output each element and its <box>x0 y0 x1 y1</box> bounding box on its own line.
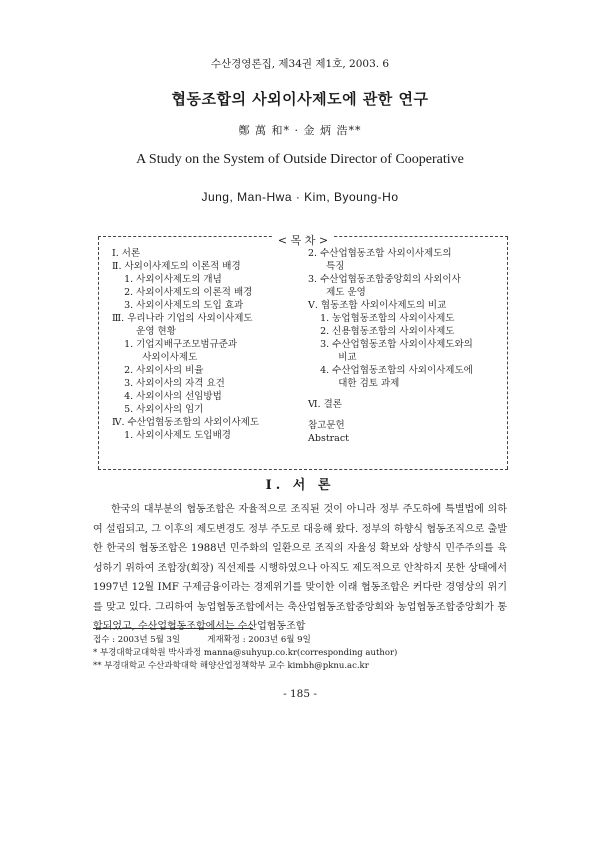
toc-item: 제도 운영 <box>308 287 366 298</box>
toc-item <box>308 411 498 419</box>
journal-header: 수산경영론집, 제34권 제1호, 2003. 6 <box>210 58 390 70</box>
toc-item: Ⅴ. 협동조합 사외이사제도의 비교 <box>308 300 447 311</box>
toc-item: Ⅵ. 결론 <box>308 399 342 410</box>
toc-item: 참고문헌 <box>308 420 345 431</box>
toc-item: 대한 검토 과제 <box>308 378 400 389</box>
toc-item: 3. 사외이사의 자격 요건 <box>112 378 225 389</box>
toc-right-column <box>308 247 498 445</box>
toc-item: 비교 <box>308 352 357 363</box>
toc-item <box>308 390 498 398</box>
footnote-line: 접수 : 2003년 5월 3일 게재확정 : 2003년 6월 9일 <box>93 635 311 645</box>
toc-item: 1. 기업지배구조모범규준과 <box>112 339 238 350</box>
toc-item: 사외이사제도 <box>112 352 198 363</box>
intro-paragraph: 한국의 대부분의 협동조합은 자율적으로 조직된 것이 아니라 정부 주도하에 특별법에 의하여 설립되고, 그 이후의 제도변경도 정부 주도로 대응해 왔다. 정부의 하향식 협동조직으로 출발한 한국의 협동조합은 1988년 민주화의 일환으로 조직의 자율성 확보와 상향식 민주주의를 육성하기 위하여 조합장(회장) 직선제를 시행하였으나 아직도 제도적으로 안착하지 못한 상태에서 1997년 12월 IMF 구제금융이라는 경제위기를 맞이한 이래 협동조합은 커다란 경영상의 위기를 맞고 있다. 그리하여 농업협동조합에서는 축산업협동조합중앙회와 농업협동조합중앙회가 통합되었고, 수산업협동조합에서는 수산업협동조합 <box>93 504 507 632</box>
title-korean: 협동조합의 사외이사제도에 관한 연구 <box>171 90 429 108</box>
title-english: A Study on the System of Outside Director of Cooperative <box>136 152 464 167</box>
toc-item: 2. 신용협동조합의 사외이사제도 <box>308 326 455 337</box>
toc-item: 3. 수산업협동조합 사외이사제도와의 <box>308 339 473 350</box>
table-of-contents <box>98 236 508 470</box>
footnote-line: ** 부경대학교 수산과학대학 해양산업정책학부 교수 kimbh@pknu.ac.kr <box>93 661 369 671</box>
toc-item: 2. 수산업협동조합 사외이사제도의 <box>308 248 452 259</box>
page-number: - 185 - <box>283 688 317 700</box>
toc-item: 4. 사외이사의 선임방법 <box>112 391 222 402</box>
toc-item: Ⅳ. 수산업협동조합의 사외이사제도 <box>112 417 260 428</box>
footnote-divider <box>93 628 253 629</box>
body-text <box>93 500 507 637</box>
toc-item: Abstract <box>308 433 349 444</box>
toc-item: 5. 사외이사의 임기 <box>112 404 204 415</box>
toc-item: 운영 현황 <box>112 326 176 337</box>
toc-item: 1. 사외이사제도 도입배경 <box>112 430 231 441</box>
toc-item: Ⅱ. 사외이사제도의 이론적 배경 <box>112 261 241 272</box>
toc-item: 3. 사외이사제도의 도입 효과 <box>112 300 244 311</box>
toc-item: 2. 사외이사제도의 이론적 배경 <box>112 287 253 298</box>
toc-item: 3. 수산업협동조합중앙회의 사외이사 <box>308 274 461 285</box>
toc-item: 특징 <box>308 261 345 272</box>
toc-item: Ⅲ. 우리나라 기업의 사외이사제도 <box>112 313 253 324</box>
toc-item: 4. 수산업협동조합의 사외이사제도에 <box>308 365 473 376</box>
section-heading: Ⅰ. 서 론 <box>265 478 335 493</box>
authors-english: Jung, Man-Hwa · Kim, Byoung-Ho <box>201 190 399 204</box>
toc-item: 1. 사외이사제도의 개념 <box>112 274 222 285</box>
footnotes <box>93 634 513 673</box>
authors-korean: 鄭 萬 和* · 金 炳 浩** <box>238 124 362 137</box>
footnote-line: * 부경대학교대학원 박사과정 manna@suhyup.co.kr(corresponding author) <box>93 648 398 658</box>
toc-item: Ⅰ. 서론 <box>112 248 141 259</box>
toc-item: 1. 농업협동조합의 사외이사제도 <box>308 313 455 324</box>
toc-left-column <box>112 247 302 442</box>
toc-title: < 목 차 > <box>272 234 334 247</box>
toc-item: 2. 사외이사의 비율 <box>112 365 204 376</box>
